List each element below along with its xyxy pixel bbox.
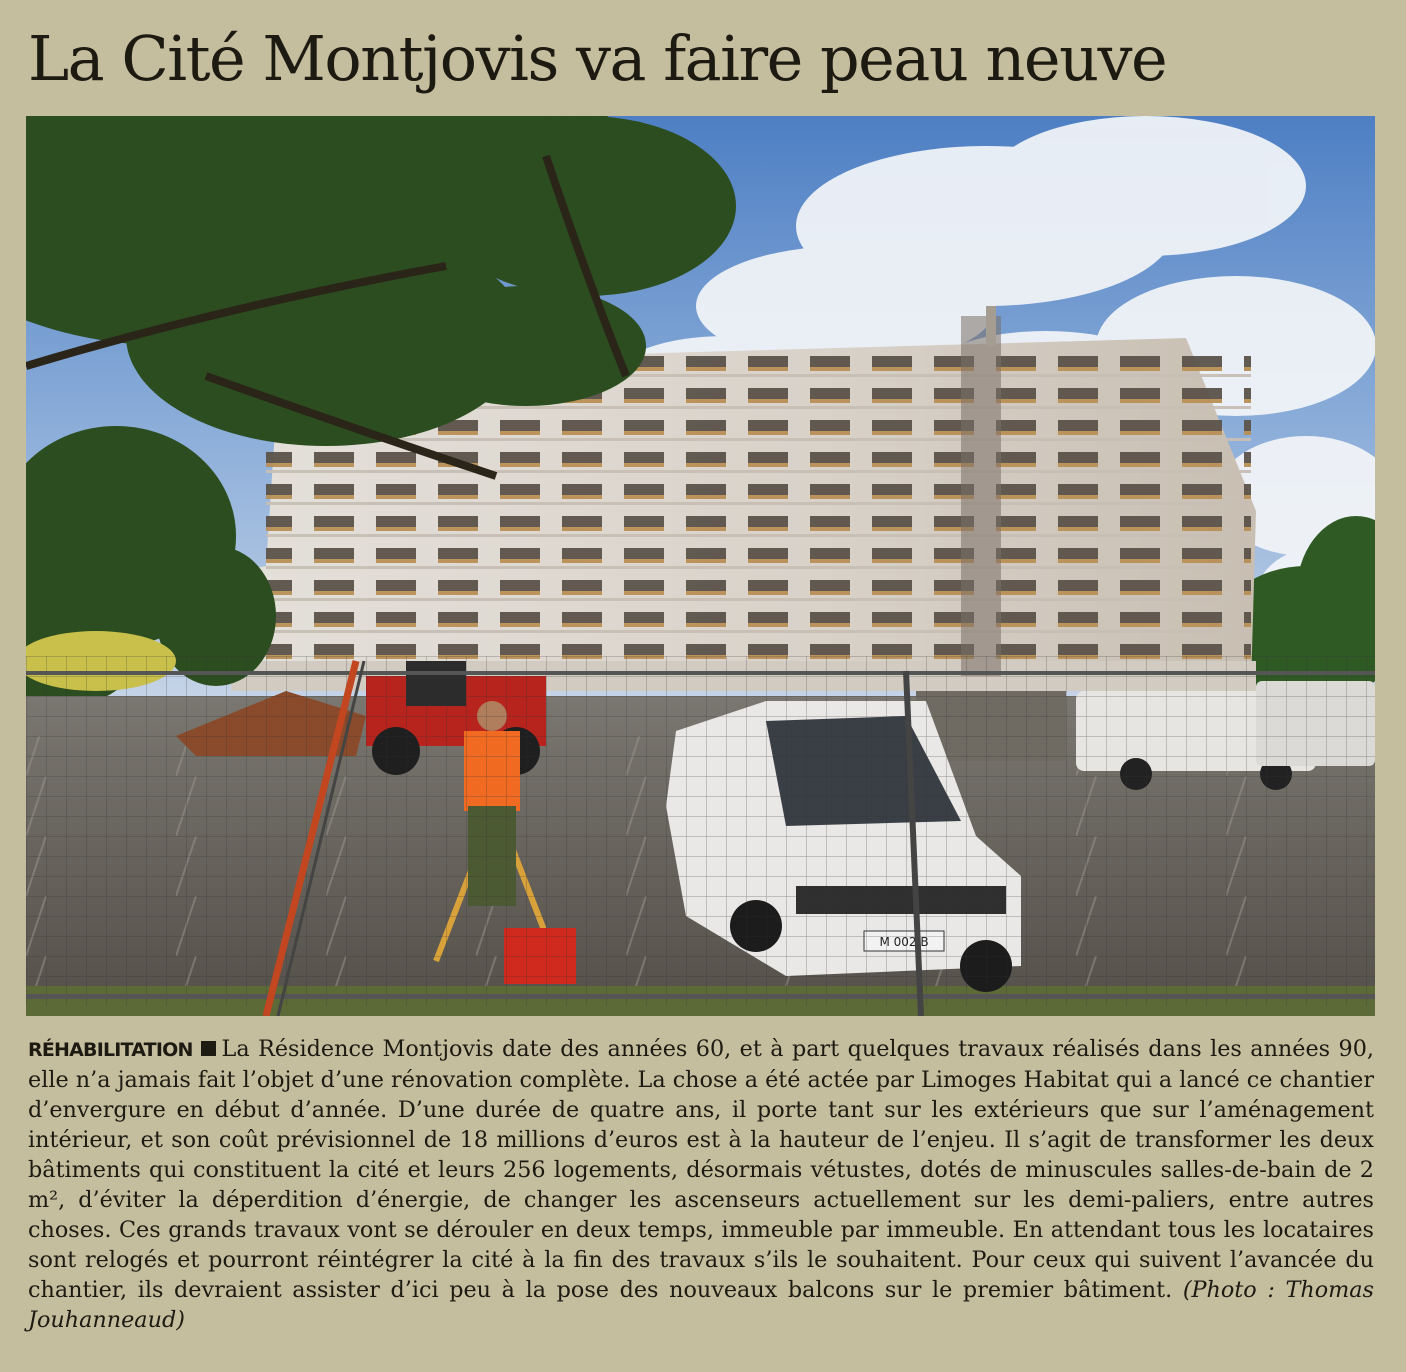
kicker-square-icon <box>201 1041 216 1056</box>
construction-site-illustration <box>26 116 1375 1016</box>
photo-credit: (Photo : Thomas Jouhanneaud) <box>28 1277 1374 1333</box>
article-body: La Résidence Montjovis date des années 60, et à part quelques travaux réalisés dans les années 90, elle n’a jamais fait l’objet d’une rénovation complète. La chose a été actée par Limoges Habitat qui a lancé ce chantier d’envergure en début d’année. D’une durée de quatre ans, il porte tant sur les extérieurs que sur l’aménagement intérieur, et son coût prévisionnel de 18 millions d’euros est à la hauteur de l’enjeu. Il s’agit de transformer les deux bâtiments qui constituent la cité et leurs 256 logements, désormais vétustes, dotés de minuscules salles-de-bain de 2 m², d’éviter la déperdition d’énergie, de changer les ascenseurs actuellement sur les demi-paliers, entre autres choses. Ces grands travaux vont se dérouler en deux temps, immeuble par immeuble. En attendant tous les locataires sont relogés et pourront réintégrer la cité à la fin des travaux s’ils le souhaitent. Pour ceux qui suivent l’avancée du chantier, ils devraient assister d’ici peu à la pose des nouveaux balcons sur le premier bâtiment. <box>28 1036 1374 1303</box>
headline: La Cité Montjovis va faire peau neuve <box>28 22 1167 95</box>
kicker: RÉHABILITATION <box>28 1039 193 1061</box>
article-photo <box>26 116 1375 1016</box>
article-text <box>28 1034 1374 1335</box>
construction-fence <box>26 656 1375 1016</box>
